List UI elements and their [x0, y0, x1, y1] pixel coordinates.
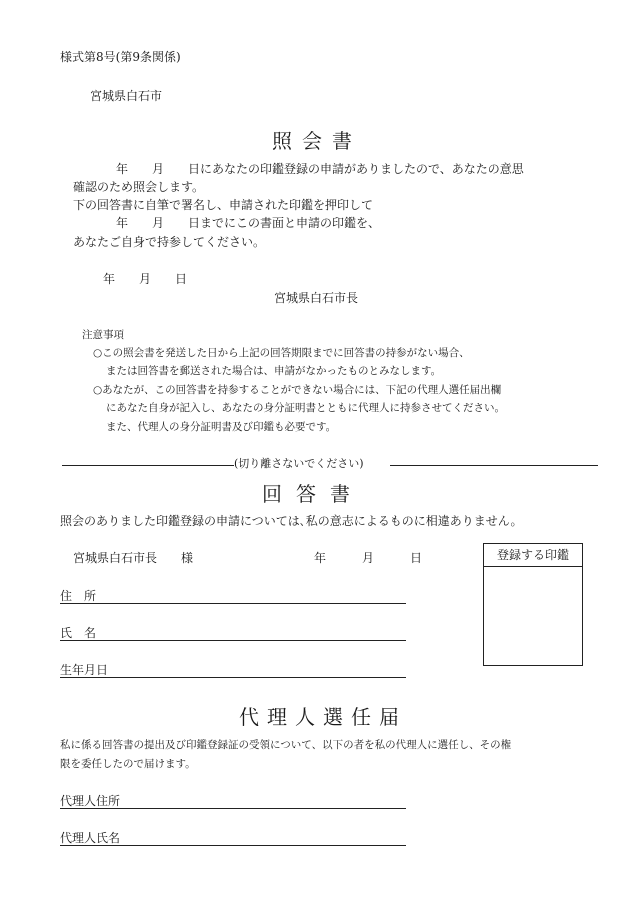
field-agent-name-line[interactable] [60, 845, 406, 846]
inquiry-line: 年 月 日にあなたの印鑑登録の申請がありましたので、あなたの意思 [116, 162, 524, 176]
cut-line-right [390, 465, 598, 466]
agent-statement: 限を委任したので届けます。 [60, 758, 196, 770]
inquiry-date: 年 月 日 [103, 272, 188, 286]
inquiry-title: 照会書 [272, 129, 362, 153]
field-name-label: 氏 名 [60, 626, 97, 640]
inquiry-line: あなたご自身で持参してください。 [73, 235, 266, 249]
note-line: または回答書を郵送された場合は、申請がなかったものとみなします。 [106, 365, 442, 377]
field-name-line[interactable] [60, 640, 406, 641]
form-number: 様式第8号(第9条関係) [60, 50, 181, 64]
cut-line-left [62, 465, 234, 466]
reply-statement: 照会のありました印鑑登録の申請については､私の意志によるものに相違ありません。 [60, 514, 523, 528]
field-agent-address-line[interactable] [60, 808, 406, 809]
addressee: 宮城県白石市 [90, 89, 163, 103]
seal-box[interactable] [483, 543, 583, 666]
issuer: 宮城県白石市長 [274, 291, 359, 305]
inquiry-line: 確認のため照会します。 [73, 180, 205, 194]
reply-title: 回答書 [262, 482, 364, 506]
note-line: また、代理人の身分証明書及び印鑑も必要です。 [106, 421, 337, 433]
field-address-line[interactable] [60, 603, 406, 604]
field-agent-address-label: 代理人住所 [60, 794, 121, 808]
note-line: ○あなたが、この回答書を持参することができない場合には、下記の代理人選任届出欄 [93, 384, 502, 396]
inquiry-line: 年 月 日までにこの書面と申請の印鑑を、 [116, 216, 381, 230]
note-line: ○この照会書を発送した日から上記の回答期限までに回答書の持参がない場合、 [93, 347, 470, 359]
seal-box-label: 登録する印鑑 [484, 544, 582, 567]
reply-addressee: 宮城県白石市長 様 [73, 551, 194, 565]
field-birthdate-label: 生年月日 [60, 663, 109, 677]
agent-statement: 私に係る回答書の提出及び印鑑登録証の受領について、以下の者を私の代理人に選任し、その権 [60, 739, 512, 751]
cut-line-label: (切り離さないでください) [234, 457, 364, 470]
field-address-label: 住 所 [60, 589, 97, 603]
agent-title: 代理人選任届 [239, 705, 407, 729]
field-birthdate-line[interactable] [60, 677, 406, 678]
notes-heading: 注意事項 [82, 329, 124, 341]
inquiry-line: 下の回答書に自筆で署名し、申請された印鑑を押印して [73, 198, 374, 212]
reply-date: 年 月 日 [314, 551, 423, 565]
field-agent-name-label: 代理人氏名 [60, 831, 121, 845]
note-line: にあなた自身が記入し、あなたの身分証明書とともに代理人に持参させてください。 [106, 402, 505, 414]
